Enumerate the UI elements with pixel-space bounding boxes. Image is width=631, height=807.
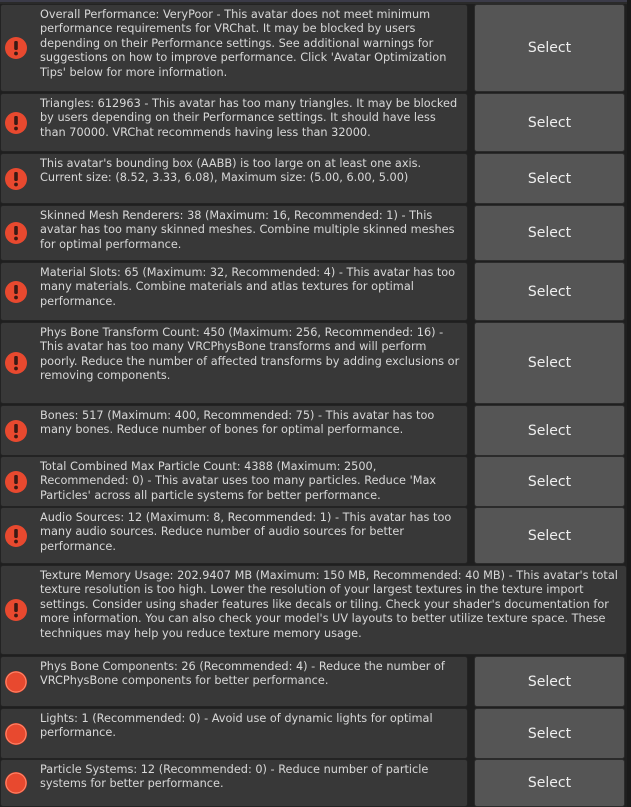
select-button[interactable]: Select (474, 153, 625, 204)
warning-row (0, 708, 631, 759)
error-icon (4, 280, 28, 304)
warning-message-box (0, 205, 468, 261)
warning-row (0, 565, 631, 655)
select-button[interactable]: Select (474, 93, 625, 152)
warning-text: Phys Bone Components: 26 (Recommended: 4) - Reduce the number of VRCPhysBone components for better performance. (40, 660, 445, 688)
warning-icon (4, 722, 28, 746)
select-button[interactable]: Select (474, 708, 625, 759)
warning-text: Material Slots: 65 (Maximum: 32, Recommended: 4) - This avatar has too many materials. Combine materials and atlas textures for optimal performance. (40, 266, 456, 308)
select-button[interactable]: Select (474, 759, 625, 807)
select-button[interactable]: Select (474, 456, 625, 507)
warning-message-box (0, 565, 627, 655)
warning-text: This avatar's bounding box (AABB) is too large on at least one axis. Current size: (8.52, 3.33, 6.08), Maximum size: (5.00, 6.00, 5.00) (40, 157, 422, 185)
warning-row (0, 93, 631, 152)
window-accent-line (0, 0, 631, 2)
warning-row (0, 153, 631, 204)
select-button[interactable]: Select (474, 322, 625, 404)
warning-message-box (0, 507, 468, 564)
error-icon (4, 470, 28, 494)
warning-text: Phys Bone Transform Count: 450 (Maximum: 256, Recommended: 16) - This avatar has too many VRCPhysBone transforms and will perform poorly. Reduce the number of affected transforms by adding exclusions or removing components. (40, 326, 460, 383)
warning-row (0, 759, 631, 807)
error-icon (4, 419, 28, 443)
select-button[interactable]: Select (474, 507, 625, 564)
warning-text: Overall Performance: VeryPoor - This avatar does not meet minimum performance requirements for VRChat. It may be blocked by users depending on their Performance settings. See additional warnings for suggestions on how to improve performance. Click 'Avatar Optimization Tips' below for more information. (40, 8, 447, 79)
select-button[interactable]: Select (474, 205, 625, 261)
warning-text: Particle Systems: 12 (Recommended: 0) - Reduce number of particle systems for better performance. (40, 763, 429, 791)
warning-text: Audio Sources: 12 (Maximum: 8, Recommended: 1) - This avatar has too many audio sources. Reduce number of audio sources for better performance. (40, 511, 452, 553)
warning-row (0, 456, 631, 507)
error-icon (4, 524, 28, 548)
error-icon (4, 351, 28, 375)
warning-text: Lights: 1 (Recommended: 0) - Avoid use of dynamic lights for optimal performance. (40, 712, 433, 740)
warning-row (0, 405, 631, 456)
warning-text: Bones: 517 (Maximum: 400, Recommended: 75) - This avatar has too many bones. Reduce number of bones for optimal performance. (40, 409, 435, 437)
warning-icon (4, 670, 28, 694)
warning-message-box (0, 405, 468, 456)
error-icon (4, 36, 28, 60)
error-icon (4, 167, 28, 191)
select-button[interactable]: Select (474, 656, 625, 707)
warning-message-box (0, 656, 468, 707)
warning-row (0, 322, 631, 404)
warning-row (0, 262, 631, 321)
warning-message-box (0, 4, 468, 92)
warning-text: Triangles: 612963 - This avatar has too many triangles. It may be blocked by users depending on their Performance settings. It should have less than 70000. VRChat recommends having less than 32000. (40, 97, 458, 139)
warning-row (0, 507, 631, 564)
warning-message-box (0, 322, 468, 404)
warning-text: Total Combined Max Particle Count: 4388 (Maximum: 2500, Recommended: 0) - This avatar uses too many particles. Reduce 'Max Particles' across all particle systems for better performance. (40, 460, 437, 502)
warning-message-box (0, 93, 468, 152)
warning-icon (4, 771, 28, 795)
error-icon (4, 111, 28, 135)
warning-row (0, 205, 631, 261)
error-icon (4, 598, 28, 622)
error-icon (4, 221, 28, 245)
warning-message-box (0, 759, 468, 807)
warning-message-box (0, 708, 468, 759)
warning-text: Texture Memory Usage: 202.9407 MB (Maximum: 150 MB, Recommended: 40 MB) - This avatar's total texture resolution is too high. Lower the resolution of your largest textures in the texture import settings. Consider using shader features like decals or tiling. Check your shader's documentation for more information. You can also check your model's UV layouts to better utilize texture space. These techniques may help you reduce texture memory usage. (40, 569, 618, 640)
warning-row (0, 656, 631, 707)
select-button[interactable]: Select (474, 4, 625, 92)
scrollbar-track[interactable] (627, 0, 631, 807)
select-button[interactable]: Select (474, 262, 625, 321)
select-button[interactable]: Select (474, 405, 625, 456)
warning-message-box (0, 262, 468, 321)
warning-text: Skinned Mesh Renderers: 38 (Maximum: 16, Recommended: 1) - This avatar has too many skinned meshes. Combine multiple skinned meshes for optimal performance. (40, 209, 455, 251)
warning-message-box (0, 153, 468, 204)
warning-row (0, 4, 631, 92)
warning-message-box (0, 456, 468, 507)
